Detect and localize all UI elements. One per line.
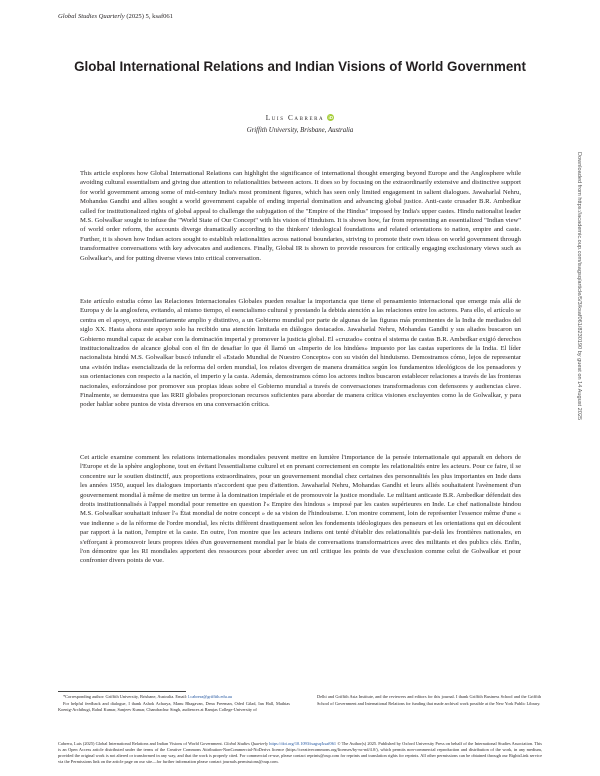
acknowledgment-note: For helpful feedback and dialogue, I thank Ashok Acharya, Manu Bhagavan, Dena Freeman, Oded Gilad, Ian Hall, Mathias Koenig-Archibugi, Rahul Kumar, Sanjeev Kumar, Chandrachur Singh, audiences at Ramjas College-University of	[58, 700, 290, 712]
orcid-icon[interactable]: iD	[328, 115, 334, 120]
footnotes-right: Delhi and Griffith Asia Institute, and the reviewers and editors for this journal. I thank Griffith Business School and the Griffith School of Government and International Relations for funding that made archival work possible at the New York Public Library.	[317, 694, 541, 706]
citation-prefix: Cabrera, Luis (2025) Global International Relations and Indian Visions of World Government.	[58, 741, 223, 746]
citation-journal: Global Studies Quarterly	[224, 741, 269, 746]
journal-name: Global Studies Quarterly	[58, 13, 125, 20]
footnotes-left	[58, 694, 290, 714]
doi-link[interactable]: https://doi.org/10.1093/isagsq/ksaf061	[269, 741, 337, 746]
author-name: Luis Cabrera	[265, 114, 325, 122]
abstract-french: Cet article examine comment les relations internationales mondiales peuvent mettre en lumière l'importance de la pensée internationale qui apparaît en dehors de l'Europe et de la sphère anglophone, tout en évitant l'essentialisme culturel et en prenant correctement en compte les relationalités entre les acteurs. Pour ce faire, il se concentre sur le soutien distinctif, aux proportions extraordinaires, pour un gouvernement mondial chez certaines des personnalités les plus importantes en Inde dans les années 1950, auquel les dialogues importants n'accordent que peu d'attention. Jawaharlal Nehru, Mohandas Gandhi et leurs alliés souhaitaient l'avènement d'un gouvernement mondial à même de mettre un terme à la domination impériale et de promouvoir la justice mondiale. Le militant anticaste B.R. Ambedkar défendait des droits institutionnalisés à l'appel mondial pour remettre en question l'« Empire des hindous » imposé par les castes supérieures en Inde. Le chef nationaliste hindou M.S. Golwalkar souhaitait infuser l'« État mondial de notre concept » de sa vision de l'hindouisme. L'on montre comment, loin de représenter l'essence même d'une « vue indienne » de la réforme de l'ordre mondial, les récits diffèrent drastiquement selon les fondements idéologiques des penseurs et les orientations qui en découlent par rapport à la nation, l'empire et la caste. En outre, l'on montre que les acteurs indiens ont tenté d'établir des relationalités par-delà les frontières nationales, en s'efforçant à promouvoir leurs propres idées d'un gouvernement mondial par le biais de conversations transformatrices avec des militants et des publics clés. Enfin, l'on démontre que les RI mondiales apportent des ressources pour aborder avec un œil critique les points de vue d'exclusion comme celui de Golwalkar et pour confronter divers points de vue.	[80, 454, 521, 565]
corresponding-author-text: *Corresponding author: Griffith University, Brisbane, Australia. Email:	[63, 694, 188, 699]
author-affiliation: Griffith University, Brisbane, Australia	[246, 127, 354, 134]
abstract-english: This article explores how Global International Relations can highlight the significance of international thought emerging beyond Europe and the Anglosphere while avoiding cultural essentialism and giving due attention to relationalities between actors. It does so by focusing on the extraordinarily extensive and distinctive support for world government among some of mid-century India's most prominent figures, which has seen only limited engagement in salient dialogues. Jawaharlal Nehru, Mohandas Gandhi and allies sought a world government capable of ending imperial domination and advancing global justice. Anti-caste crusader B.R. Ambedkar called for institutionalized rights of global appeal to challenge the subjugation of the "Empire of the Hindus" imposed by India's upper castes. Hindu nationalist leader M.S. Golwalkar sought to infuse the "World State of Our Concept" with his vision of Hinduism. It is shown how, far from representing an essentialized "Indian view" of world order reform, the accounts diverge dramatically according to the thinkers' ideological foundations and related orientations to nation, empire and caste. Further, it is shown how Indian actors sought to establish relationalities across national boundaries, striving to promote their own ideas on world government through transformative conversations with key advocates and audiences. Finally, Global IR is shown to provide resources for critically engaging exclusionary views such as Golwalkar's, and for putting diverse views into critical conversation.	[80, 170, 521, 262]
author-email-link[interactable]: l.cabrera@griffith.edu.au	[188, 694, 232, 699]
abstract-spanish: Este artículo estudia cómo las Relaciones Internacionales Globales pueden resaltar la importancia que tiene el pensamiento internacional que emerge más allá de Europa y de la anglosfera, evitando, al mismo tiempo, el esencialismo cultural y prestando la debida atención a las relaciones entre los actores. Para ello, el artículo se centra en el apoyo, extraordinariamente amplio y distintivo, a un Gobierno mundial por parte de algunas de las figuras más prominentes de la India de mediados del siglo XX. Hasta ahora este apoyo solo ha recibido una atención limitada en diálogos destacados. Jawaharlal Nehru, Mohandas Gandhi y sus aliados buscaron un Gobierno mundial capaz de acabar con la dominación imperial y promover la justicia global. El «cruzado» contra el sistema de castas B.R. Ambedkar exigió derechos institucionalizados de alcance global con el fin de desafiar lo que él llamó un «Imperio de los hindúes» impuesto por las castas superiores de la India. El líder nacionalista hindú M.S. Golwalkar buscó infundir el «Estado Mundial de Nuestro Concepto» con su visión del hinduismo. Demostramos cómo, lejos de representar una «visión india» esencializada de la reforma del orden mundial, los relatos divergen de manera dramática según los fundamentos ideológicos de los pensadores y sus orientaciones con respecto a la nación, el imperio y la casta. Además, demostramos cómo los actores indios buscaron establecer relaciones a través de las fronteras nacionales, esforzándose por promover sus propias ideas sobre el Gobierno mundial a través de conversaciones transformadoras con defensores y audiencias clave. Finalmente, se demuestra que las RRII globales proporcionan recursos suficientes para abordar de manera crítica visiones excluyentes como la de Golwalkar, y para poder hablar sobre puntos de vista diversos en una conversación crítica.	[80, 298, 521, 409]
article-title: Global International Relations and Indian Visions of World Government	[74, 59, 526, 74]
copyright-notice: © The Author(s) 2025. Published by Oxford University Press on behalf of the International Studies Association. This is an Open Access article distributed under the terms of the Creative Commons Attribution-NonCommercial-NoDerivs licence (https://creativecommons.org/licenses/by-nc-nd/4.0/), which permits non-commercial reproduction and distribution of the work, in any medium, provided the original work is not altered or transformed in any way, and that the work is properly cited. For commercial re-use, please contact reprints@oup.com for reprints and translation rights for reprints. All other permissions can be obtained through our RightsLink service via the Permissions link on the article page on our site—for further information please contact journals.permissions@oup.com.	[58, 741, 542, 764]
journal-reference	[58, 13, 173, 20]
download-watermark: Downloaded from https://academic.oup.com/isagsq/article/5/3/ksaf061/8230190 by guest on 14 August 2025	[576, 152, 582, 421]
footnote-divider	[58, 691, 186, 692]
author-line	[0, 114, 600, 122]
journal-details: (2025) 5, ksaf061	[126, 13, 174, 20]
citation-block	[58, 741, 542, 765]
